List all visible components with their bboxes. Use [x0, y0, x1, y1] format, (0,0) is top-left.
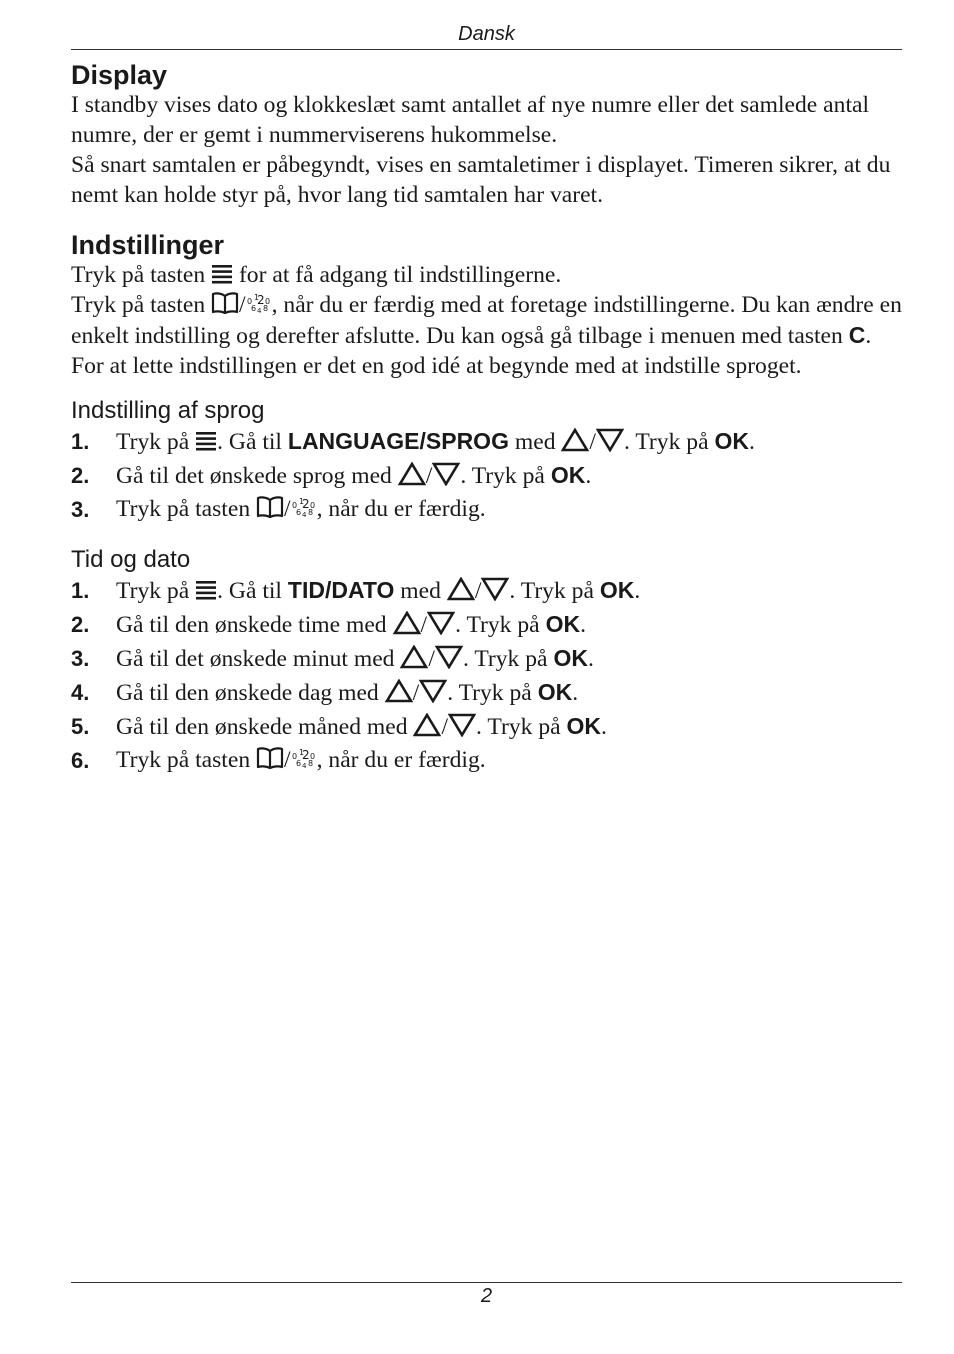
slash: /	[412, 680, 420, 706]
ok-key-label: OK	[553, 645, 588, 671]
step-number: 6.	[71, 748, 90, 773]
list-item	[71, 574, 902, 608]
phonebook-icon	[211, 291, 239, 315]
settings-heading: Indstillinger	[71, 230, 225, 260]
step-text: Gå til den ønskede dag med	[116, 680, 379, 706]
step-text: , når du er færdig.	[316, 496, 486, 522]
running-header: Dansk	[458, 23, 515, 45]
settings-text: Tryk på tasten	[71, 292, 206, 318]
list-item	[71, 608, 902, 642]
triangle-down-icon	[419, 679, 447, 703]
step-number: 2.	[71, 463, 90, 488]
step-text: . Tryk på	[476, 714, 561, 740]
triangle-down-icon	[435, 645, 463, 669]
language-subheading: Indstilling af sprog	[71, 397, 265, 424]
slash: /	[239, 292, 246, 318]
list-item	[71, 459, 902, 493]
list-item	[71, 710, 902, 744]
step-text: Gå til den ønskede time med	[116, 612, 387, 638]
slash: /	[284, 747, 291, 773]
step-number: 1.	[71, 429, 90, 454]
ok-key-label: OK	[545, 611, 581, 637]
list-item	[71, 676, 902, 710]
slash: /	[428, 646, 435, 672]
step-text: . Tryk på	[455, 612, 540, 638]
slash: /	[284, 496, 291, 522]
step-text: . Tryk på	[462, 646, 548, 672]
step-text: . Tryk på	[509, 578, 594, 604]
display-paragraph-1: I standby vises dato og klokkeslæt samt antallet af nye numre eller det samlede antal numre, der er gemt i nummerviserens hukommelse.	[71, 92, 870, 148]
step-number: 4.	[71, 680, 90, 705]
settings-paragraph-2	[71, 290, 902, 381]
period: .	[572, 680, 579, 706]
menu-option-label: TID/DATO	[287, 577, 395, 603]
step-text: , når du er færdig.	[316, 747, 486, 773]
ok-key-label: OK	[714, 428, 749, 454]
triangle-down-icon	[427, 611, 455, 635]
page-content	[71, 60, 902, 777]
period: .	[587, 646, 594, 672]
slash: /	[425, 463, 433, 489]
triangle-down-icon	[448, 713, 476, 737]
time-date-steps	[71, 574, 902, 777]
list-item	[71, 493, 902, 526]
step-number: 1.	[71, 578, 90, 603]
triangle-up-icon	[393, 611, 421, 635]
period: .	[580, 612, 586, 638]
settings-text: for at få adgang til indstillingerne.	[238, 262, 562, 288]
phonebook-icon	[256, 746, 284, 770]
phonebook-icon	[256, 495, 284, 519]
page-number: 2	[480, 1285, 493, 1307]
display-heading: Display	[71, 60, 168, 90]
menu-lines-icon	[211, 263, 233, 285]
step-text: Tryk på tasten	[116, 496, 251, 522]
ok-key-label: OK	[599, 577, 635, 603]
period: .	[634, 578, 641, 604]
key-c-label: C	[848, 322, 866, 348]
step-text: Tryk på tasten	[116, 747, 251, 773]
period: .	[585, 463, 592, 489]
triangle-up-icon	[447, 577, 475, 601]
step-text: . Tryk på	[460, 463, 545, 489]
settings-paragraph-1	[71, 260, 902, 290]
step-text: Tryk på	[116, 429, 190, 455]
step-text: . Gå til	[217, 578, 282, 604]
slash: /	[441, 714, 449, 740]
slash: /	[589, 429, 596, 455]
settings-text: Tryk på tasten	[71, 262, 206, 288]
triangle-down-icon	[481, 577, 509, 601]
slash: /	[420, 612, 428, 638]
triangle-up-icon	[385, 679, 413, 703]
list-item	[71, 425, 902, 459]
triangle-up-icon	[398, 462, 426, 486]
step-text: . Gå til	[217, 429, 282, 455]
triangle-up-icon	[400, 645, 428, 669]
settings-text: , når du er færdig med at foretage indstillingerne. Du kan ændre en enkelt indstilling og derefter afslutte. Du kan også gå tilbage i menuen med tasten	[71, 292, 902, 349]
step-text: Gå til det ønskede minut med	[116, 646, 395, 672]
display-paragraph-2: Så snart samtalen er påbegyndt, vises en samtaletimer i displayet. Timeren sikrer, at du nemt kan holde styr på, hvor lang tid samtalen har varet.	[71, 152, 891, 208]
slash: /	[474, 578, 482, 604]
triangle-down-icon	[596, 428, 624, 452]
footer-rule	[71, 1282, 902, 1283]
step-text: . Tryk på	[623, 429, 709, 455]
keypad-digits-icon	[291, 495, 317, 519]
list-item	[71, 744, 902, 777]
ok-key-label: OK	[566, 713, 602, 739]
step-text: Gå til den ønskede måned med	[116, 714, 408, 740]
keypad-digits-icon	[246, 291, 272, 315]
keypad-digits-icon	[291, 746, 317, 770]
list-item	[71, 642, 902, 676]
step-text: med	[400, 578, 441, 604]
triangle-up-icon	[413, 713, 441, 737]
step-number: 3.	[71, 497, 90, 522]
menu-option-label: LANGUAGE/SPROG	[287, 428, 509, 454]
period: .	[601, 714, 607, 740]
settings-text: . For at lette indstillingen er det en god idé at begynde med at indstille sproget.	[71, 323, 872, 379]
language-steps	[71, 425, 902, 526]
ok-key-label: OK	[550, 462, 586, 488]
triangle-up-icon	[561, 428, 589, 452]
header-rule	[71, 49, 902, 50]
step-text: . Tryk på	[447, 680, 532, 706]
step-text: Gå til det ønskede sprog med	[116, 463, 392, 489]
step-text: Tryk på	[116, 578, 190, 604]
ok-key-label: OK	[537, 679, 573, 705]
triangle-down-icon	[432, 462, 460, 486]
step-number: 3.	[71, 646, 90, 671]
step-text: med	[514, 429, 556, 455]
period: .	[748, 429, 755, 455]
step-number: 5.	[71, 714, 90, 739]
time-date-subheading: Tid og dato	[71, 546, 191, 573]
menu-lines-icon	[195, 430, 217, 452]
step-number: 2.	[71, 612, 90, 637]
menu-lines-icon	[195, 579, 217, 601]
